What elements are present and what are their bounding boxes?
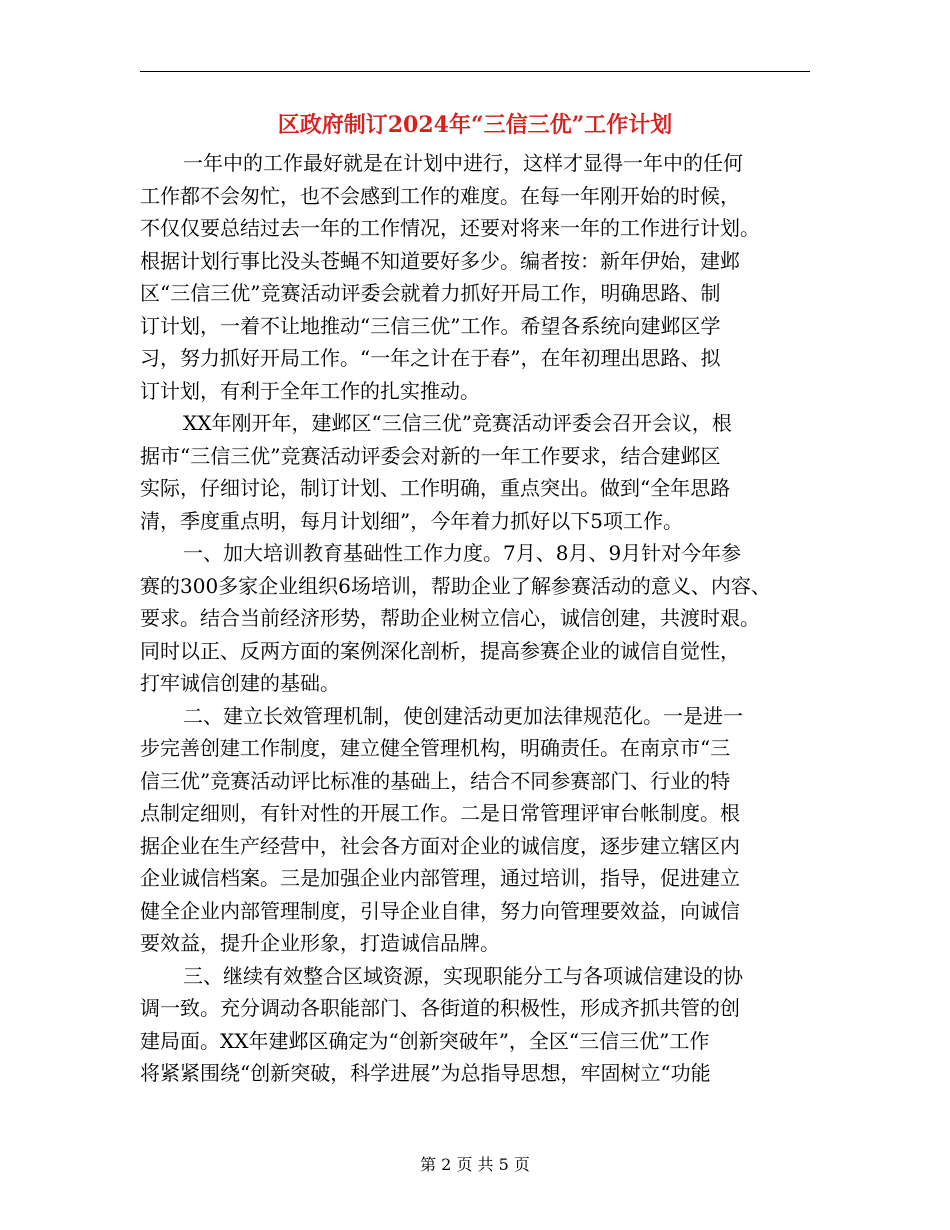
text-line: 据市“三信三优”竞赛活动评委会对新的一年工作要求，结合建邺区 [140,443,721,468]
document-title: 区政府制订2024年“三信三优”工作计划 [277,112,673,138]
text-line: 同时以正、反两方面的案例深化剖析，提高参赛企业的诚信自觉性， [140,638,740,663]
header-rule [140,71,810,72]
text-line: 三、继续有效整合区域资源，实现职能分工与各项诚信建设的协 [183,963,743,988]
text-line: 习，努力抓好开局工作。“一年之计在于春”，在年初理出思路、拟 [140,346,721,370]
text-line: 建局面。XX年建邺区确定为“创新突破年”，全区“三信三优”工作 [140,1028,710,1053]
text-line: 点制定细则，有针对性的开展工作。二是日常管理评审台帐制度。根 [140,801,740,825]
text-line: 步完善创建工作制度，建立健全管理机构，明确责任。在南京市“三 [140,736,731,760]
text-line: 将紧紧围绕“创新突破，科学进展”为总指导思想，牢固树立“功能 [140,1061,711,1085]
text-line: 一、加大培训教育基础性工作力度。7月、8月、9月针对今年参 [183,541,742,565]
text-line: 信三优”竞赛活动评比标准的基础上，结合不同参赛部门、行业的特 [140,768,731,793]
page-number-footer: 第 2 页 共 5 页 [420,1155,530,1174]
paragraph-meeting [140,407,830,537]
text-line: XX年刚开年，建邺区“三信三优”竞赛活动评委会召开会议，根 [183,411,732,435]
text-line: 企业诚信档案。三是加强企业内部管理，通过培训，指导，促进建立 [140,866,740,890]
text-line: 健全企业内部管理制度，引导企业自律，努力向管理要效益，向诚信 [140,898,740,923]
text-line: 二、建立长效管理机制，使创建活动更加法律规范化。一是进一 [183,703,743,728]
text-line: 根据计划行事比没头苍蝇不知道要好多少。编者按：新年伊始，建邺 [140,248,740,273]
paragraph-item-2 [140,700,830,960]
text-line: 实际，仔细讨论，制订计划、工作明确，重点突出。做到“全年思路 [140,476,731,500]
text-line: 工作都不会匆忙，也不会感到工作的难度。在每一年刚开始的时候， [140,183,740,208]
text-line: 要求。结合当前经济形势，帮助企业树立信心，诚信创建，共渡时艰。 [140,606,760,630]
paragraph-item-3 [140,960,830,1090]
text-line: 订计划，一着不让地推动“三信三优”工作。希望各系统向建邺区学 [140,313,721,338]
text-line: 订计划，有利于全年工作的扎实推动。 [140,378,480,403]
text-line: 区“三信三优”竞赛活动评委会就着力抓好开局工作，明确思路、制 [140,281,721,305]
text-line: 赛的300多家企业组织6场培训，帮助企业了解参赛活动的意义、内容、 [140,573,771,598]
text-line: 不仅仅要总结过去一年的工作情况，还要对将来一年的工作进行计划。 [140,216,760,240]
paragraph-intro [140,147,830,407]
text-line: 据企业在生产经营中，社会各方面对企业的诚信度，逐步建立辖区内 [140,833,740,858]
text-line: 调一致。充分调动各职能部门、各街道的积极性，形成齐抓共管的创 [140,996,740,1020]
text-line: 打牢诚信创建的基础。 [140,671,340,695]
text-line: 要效益，提升企业形象，打造诚信品牌。 [140,931,500,955]
document-body [140,147,830,1090]
text-line: 清，季度重点明，每月计划细”，今年着力抓好以下5项工作。 [140,508,683,533]
paragraph-item-1 [140,537,830,700]
text-line: 一年中的工作最好就是在计划中进行，这样才显得一年中的任何 [183,151,743,175]
